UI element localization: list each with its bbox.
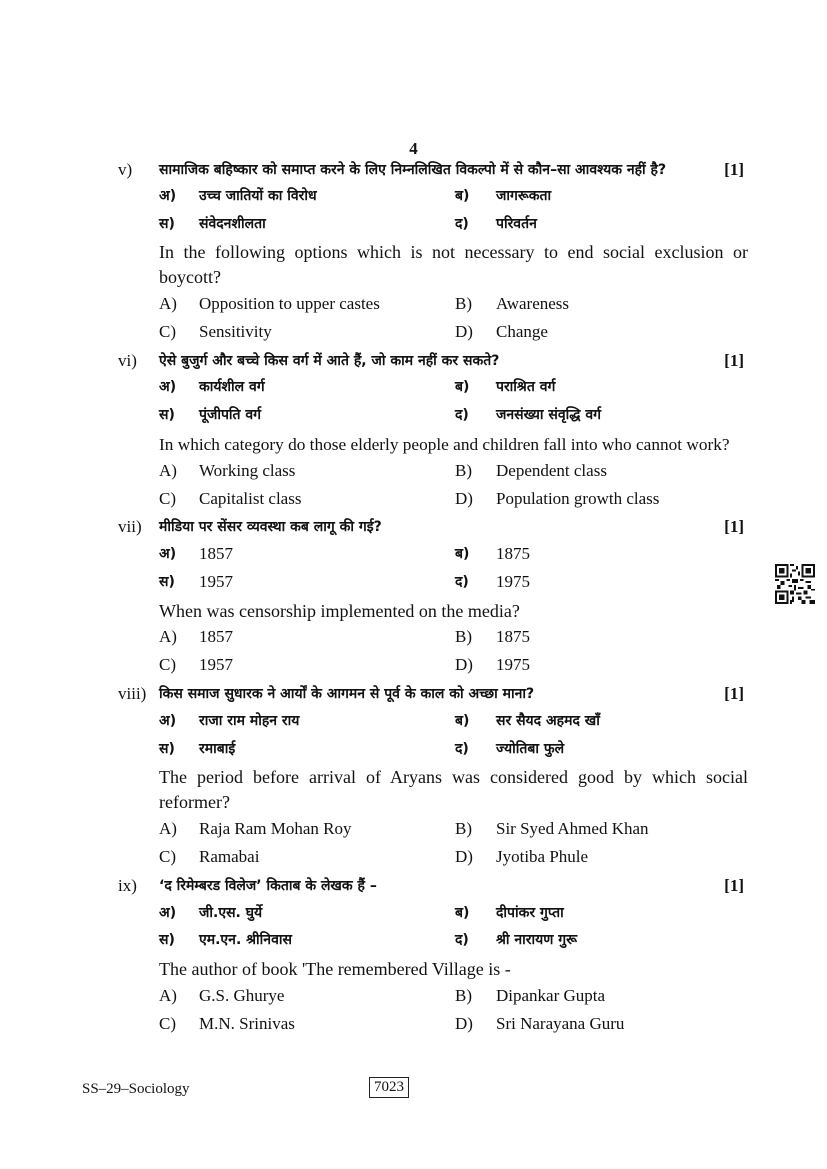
option-label: D): [455, 847, 473, 866]
hindi-question-text: मीडिया पर सेंसर व्यवस्था कब लागू की गई?: [159, 519, 382, 535]
option-text: Opposition to upper castes: [199, 294, 380, 313]
option-label: अ): [159, 546, 177, 562]
hindi-question-text: ऐसे बुजुर्ग और बच्चे किस वर्ग में आते हैं, जो काम नहीं कर सकते?: [159, 353, 500, 369]
hindi-options-row-1: [0, 711, 827, 737]
question-line: [0, 684, 827, 708]
english-question-text: In the following options which is not necessary to end social exclusion or boycott?: [159, 242, 748, 287]
option-label: A): [159, 461, 177, 480]
option-text: Ramabai: [199, 847, 260, 866]
option-text: Raja Ram Mohan Roy: [199, 819, 352, 838]
english-options-row-1: [0, 819, 827, 845]
english-options-row-2: [0, 322, 827, 348]
subject-code: SS–29–Sociology: [82, 1081, 190, 1097]
option-label: द): [455, 741, 469, 757]
option-label: ब): [455, 546, 470, 562]
option-label: द): [455, 216, 469, 232]
option-text: 1875: [496, 544, 530, 563]
qr-code-icon: [775, 564, 815, 604]
marks: [1]: [724, 876, 744, 895]
option-label: A): [159, 294, 177, 313]
question-line: [0, 876, 827, 900]
option-text: Dependent class: [496, 461, 607, 480]
option-label: A): [159, 986, 177, 1005]
hindi-options-row-2: [0, 572, 827, 598]
marks: [1]: [724, 684, 744, 703]
option-text: राजा राम मोहन राय: [199, 713, 300, 729]
option-label: B): [455, 294, 472, 313]
english-options-row-1: [0, 986, 827, 1012]
option-label: C): [159, 489, 176, 508]
option-text: Population growth class: [496, 489, 660, 508]
marks: [1]: [724, 517, 744, 536]
option-text: Sir Syed Ahmed Khan: [496, 819, 649, 838]
option-label: अ): [159, 188, 177, 204]
english-options-row-1: [0, 294, 827, 320]
english-options-row-2: [0, 1014, 827, 1040]
option-text: 1875: [496, 627, 530, 646]
hindi-question-text: सामाजिक बहिष्कार को समाप्त करने के लिए निम्नलिखित विकल्पो में से कौन–सा आवश्यक नहीं है?: [159, 162, 667, 178]
option-label: B): [455, 986, 472, 1005]
option-text: पूंजीपति वर्ग: [199, 407, 262, 423]
option-text: 1975: [496, 572, 530, 591]
option-text: Dipankar Gupta: [496, 986, 606, 1005]
option-label: B): [455, 819, 472, 838]
hindi-options-row-2: [0, 739, 827, 765]
option-label: द): [455, 407, 469, 423]
option-label: अ): [159, 905, 177, 921]
question-line: [0, 160, 827, 184]
option-label: स): [159, 407, 175, 423]
option-text: सर सैयद अहमद खाँ: [496, 713, 600, 729]
option-text: Capitalist class: [199, 489, 302, 508]
option-text: 1957: [199, 655, 233, 674]
option-text: जी.एस. घुर्ये: [199, 905, 263, 921]
english-question-text: The author of book 'The remembered Village is -: [159, 959, 511, 979]
english-options-row-1: [0, 627, 827, 653]
option-text: 1857: [199, 627, 233, 646]
question-number: v): [118, 160, 133, 179]
option-text: Sensitivity: [199, 322, 272, 341]
option-text: G.S. Ghurye: [199, 986, 285, 1005]
option-label: C): [159, 1014, 176, 1033]
option-text: ज्योतिबा फुले: [496, 741, 565, 757]
hindi-options-row-2: [0, 930, 827, 956]
hindi-options-row-2: [0, 214, 827, 240]
option-label: ब): [455, 379, 470, 395]
option-label: A): [159, 627, 177, 646]
option-label: B): [455, 461, 472, 480]
option-label: द): [455, 932, 469, 948]
option-label: D): [455, 322, 473, 341]
option-text: 1975: [496, 655, 530, 674]
option-label: ब): [455, 188, 470, 204]
option-label: C): [159, 322, 176, 341]
option-label: D): [455, 655, 473, 674]
english-options-row-1: [0, 461, 827, 487]
option-label: द): [455, 574, 469, 590]
option-text: पराश्रित वर्ग: [496, 379, 556, 395]
option-text: Jyotiba Phule: [496, 847, 589, 866]
option-text: श्री नारायण गुरू: [496, 932, 578, 948]
option-text: परिवर्तन: [496, 216, 537, 232]
option-label: D): [455, 489, 473, 508]
english-question-text: The period before arrival of Aryans was considered good by which social reformer?: [159, 767, 748, 812]
option-label: स): [159, 216, 175, 232]
option-text: Working class: [199, 461, 296, 480]
option-label: अ): [159, 379, 177, 395]
option-text: दीपांकर गुप्ता: [496, 905, 564, 921]
english-options-row-2: [0, 655, 827, 681]
option-label: C): [159, 847, 176, 866]
option-text: Awareness: [496, 294, 570, 313]
option-label: स): [159, 741, 175, 757]
page-number: 4: [409, 139, 418, 158]
option-label: ब): [455, 713, 470, 729]
english-question-text: When was censorship implemented on the media?: [159, 601, 520, 621]
option-text: M.N. Srinivas: [199, 1014, 295, 1033]
option-text: 1957: [199, 572, 233, 591]
question-line: [0, 517, 827, 541]
option-text: कार्यशील वर्ग: [199, 379, 265, 395]
english-question-text: In which category do those elderly people and children fall into who cannot work?: [159, 435, 730, 454]
hindi-options-row-1: [0, 377, 827, 403]
option-text: उच्च जातियों का विरोध: [199, 188, 317, 204]
hindi-options-row-1: [0, 903, 827, 929]
question-number: viii): [118, 684, 147, 703]
option-text: एम.एन. श्रीनिवास: [199, 932, 292, 948]
english-options-row-2: [0, 847, 827, 873]
option-text: 1857: [199, 544, 233, 563]
option-label: स): [159, 574, 175, 590]
hindi-options-row-2: [0, 405, 827, 431]
option-label: A): [159, 819, 177, 838]
hindi-options-row-1: [0, 544, 827, 570]
question-number: vii): [118, 517, 142, 536]
option-label: C): [159, 655, 176, 674]
option-label: स): [159, 932, 175, 948]
option-text: जनसंख्या संवृद्धि वर्ग: [496, 407, 602, 423]
hindi-question-text: किस समाज सुधारक ने आर्यों के आगमन से पूर्व के काल को अच्छा माना?: [159, 686, 535, 702]
marks: [1]: [724, 351, 744, 370]
option-label: D): [455, 1014, 473, 1033]
option-text: संवेदनशीलता: [199, 216, 266, 232]
option-text: Sri Narayana Guru: [496, 1014, 625, 1033]
question-number: vi): [118, 351, 137, 370]
question-line: [0, 351, 827, 375]
question-number: ix): [118, 876, 137, 895]
english-options-row-2: [0, 489, 827, 515]
marks: [1]: [724, 160, 744, 179]
hindi-question-text: ‘द रिमेम्बरड विलेज’ किताब के लेखक हैं –: [159, 878, 377, 894]
option-label: अ): [159, 713, 177, 729]
option-label: ब): [455, 905, 470, 921]
option-text: जागरूकता: [496, 188, 552, 204]
hindi-options-row-1: [0, 186, 827, 212]
paper-code: 7023: [369, 1077, 409, 1098]
option-label: B): [455, 627, 472, 646]
option-text: Change: [496, 322, 548, 341]
option-text: रमाबाई: [199, 741, 236, 757]
